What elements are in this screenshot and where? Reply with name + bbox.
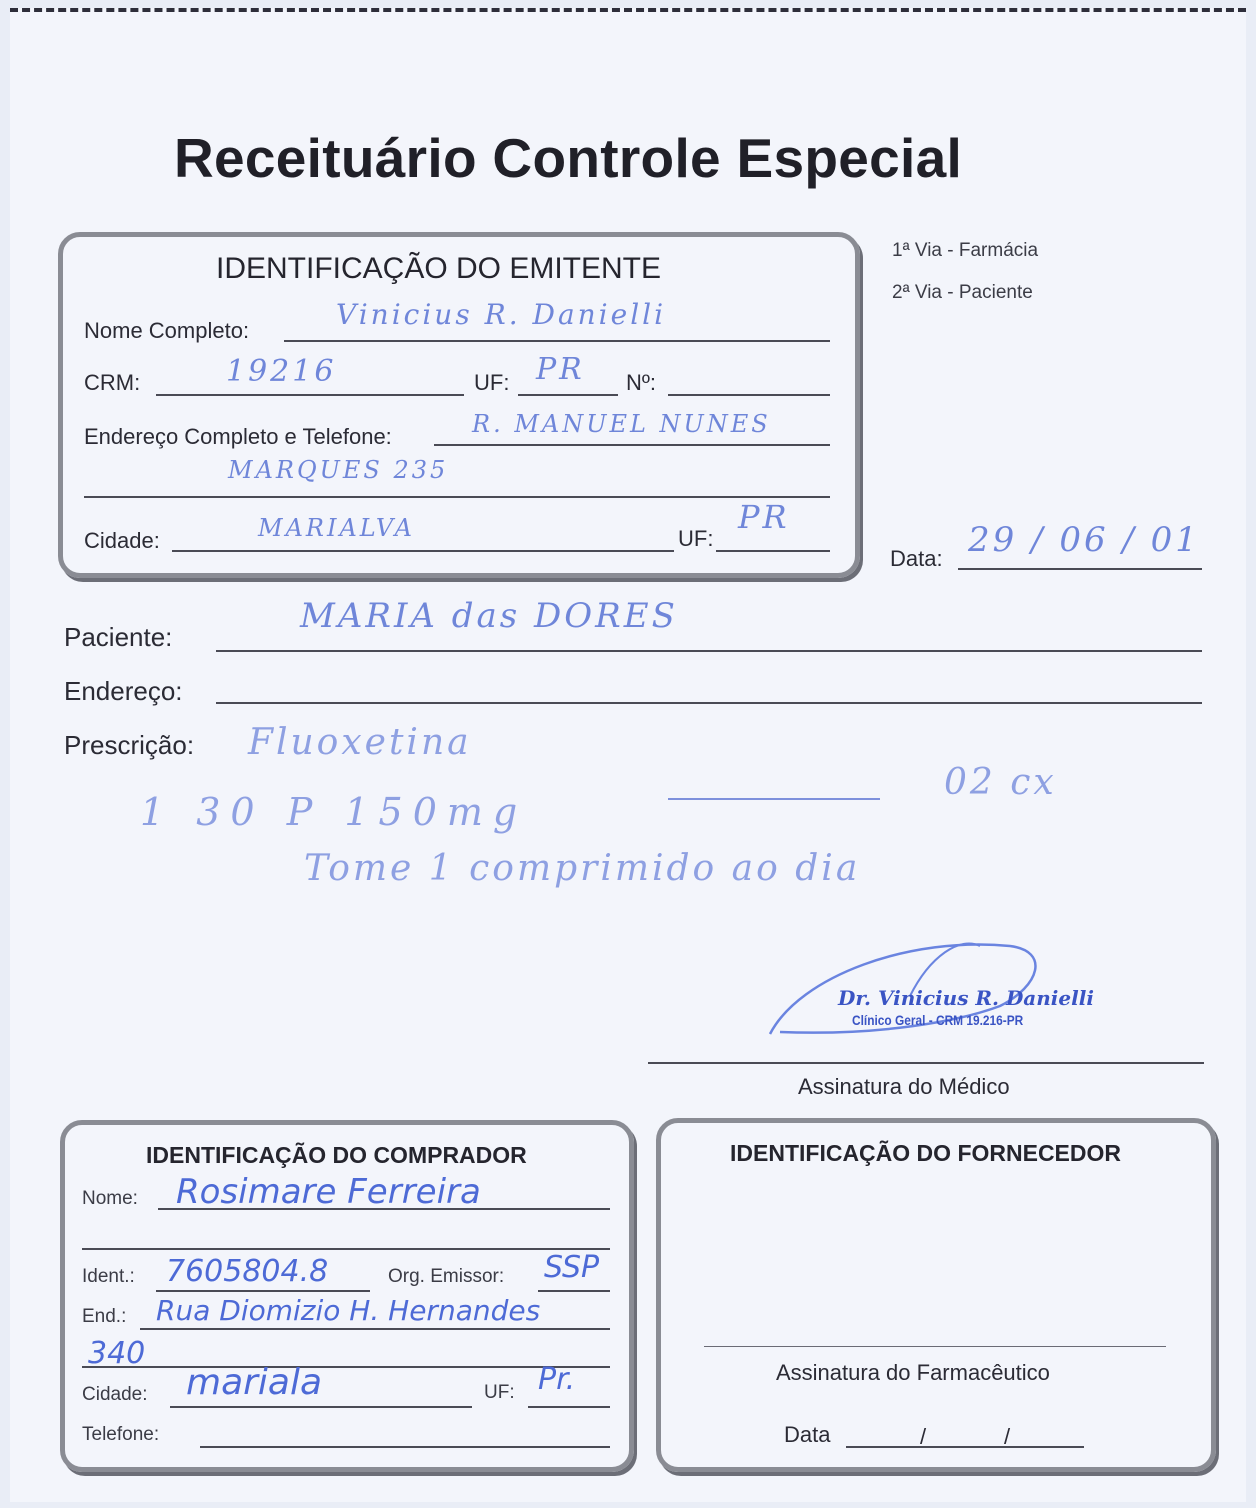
uf-value[interactable]: PR [536,352,585,387]
org-emissor-label: Org. Emissor: [388,1266,505,1287]
ident-line [156,1290,370,1292]
prescricao-dosagem[interactable]: 1 30 P 150mg [140,790,528,834]
endereco-line [216,702,1202,704]
crm-label: CRM: [84,370,141,395]
uf2-value[interactable]: PR [738,498,790,536]
via-farmacia: 1ª Via - Farmácia [892,240,1039,261]
ident-value[interactable]: 7605804.8 [166,1254,329,1289]
cidade-label: Cidade: [84,528,160,553]
endereco-completo-value-2[interactable]: MARQUES 235 [228,456,449,484]
endereco-completo-line-2 [84,496,830,498]
fornecedor-data-separator-2: / [1004,1424,1011,1449]
org-emissor-value[interactable]: SSP [544,1250,600,1285]
fornecedor-data-label: Data [784,1422,831,1447]
numero-label: Nº: [626,370,657,395]
fornecedor-data-line [846,1446,1084,1448]
stamp-info: Clínico Geral - CRM 19.216-PR [852,1012,1024,1028]
uf-line [518,394,618,396]
comprador-nome-line-2 [82,1248,610,1250]
uf2-label: UF: [678,526,714,551]
comprador-nome-label: Nome: [82,1188,138,1209]
data-value[interactable]: 29 / 06 / 01 [968,520,1200,560]
nome-completo-line [284,340,830,342]
comprador-uf-value[interactable]: Pr. [538,1362,576,1397]
comprador-uf-label: UF: [484,1382,515,1403]
comprador-end-line-2 [82,1366,610,1368]
prescricao-underline [668,798,880,800]
endereco-completo-value-1[interactable]: R. MANUEL NUNES [472,410,771,438]
via-paciente: 2ª Via - Paciente [892,282,1033,303]
paciente-label: Paciente: [64,622,173,652]
uf-label: UF: [474,370,510,395]
uf2-line [716,550,830,552]
prescricao-posologia[interactable]: Tome 1 comprimido ao dia [304,848,861,889]
data-label: Data: [890,546,943,571]
telefone-label: Telefone: [82,1424,160,1445]
comprador-end-value-2[interactable]: 340 [88,1336,146,1371]
comprador-heading: IDENTIFICAÇÃO DO COMPRADOR [146,1142,527,1168]
crm-value[interactable]: 19216 [226,354,337,389]
stamp-nome: Dr. Vinicius R. Danielli [838,986,1094,1010]
prescricao-medicamento[interactable]: Fluoxetina [248,722,472,763]
cidade-line [172,550,674,552]
assinatura-medico-label: Assinatura do Médico [798,1074,1010,1099]
comprador-end-label: End.: [82,1306,127,1327]
comprador-end-line [140,1328,610,1330]
org-emissor-line [538,1290,610,1292]
fornecedor-heading: IDENTIFICAÇÃO DO FORNECEDOR [730,1140,1121,1166]
prescricao-quantidade[interactable]: 02 cx [944,762,1057,803]
endereco-completo-line [434,444,830,446]
assinatura-farmaceutico-line [704,1346,1166,1347]
numero-line [668,394,830,396]
comprador-end-value-1[interactable]: Rua Diomizio H. Hernandes [156,1294,541,1327]
comprador-uf-line [528,1406,610,1408]
nome-completo-label: Nome Completo: [84,318,250,343]
comprador-cidade-line [170,1406,472,1408]
endereco-completo-label: Endereço Completo e Telefone: [84,424,392,449]
emitente-heading: IDENTIFICAÇÃO DO EMITENTE [216,252,662,285]
paciente-value[interactable]: MARIA das DORES [300,596,678,636]
comprador-cidade-label: Cidade: [82,1384,148,1405]
endereco-label: Endereço: [64,676,183,706]
page-title: Receituário Controle Especial [174,127,963,189]
paciente-line [216,650,1202,652]
telefone-line [200,1446,610,1448]
crm-line [156,394,464,396]
cidade-value[interactable]: MARIALVA [258,514,415,542]
ident-label: Ident.: [82,1266,135,1287]
assinatura-medico-line [648,1062,1204,1064]
comprador-nome-value[interactable]: Rosimare Ferreira [176,1172,481,1212]
prescricao-label: Prescrição: [64,730,195,760]
nome-completo-value[interactable]: Vinicius R. Danielli [336,298,667,331]
comprador-cidade-value[interactable]: mariala [186,1362,323,1403]
fornecedor-section [656,1118,1216,1472]
fornecedor-data-separator-1: / [920,1424,927,1449]
assinatura-farmaceutico-label: Assinatura do Farmacêutico [776,1360,1050,1385]
data-line [958,568,1202,570]
